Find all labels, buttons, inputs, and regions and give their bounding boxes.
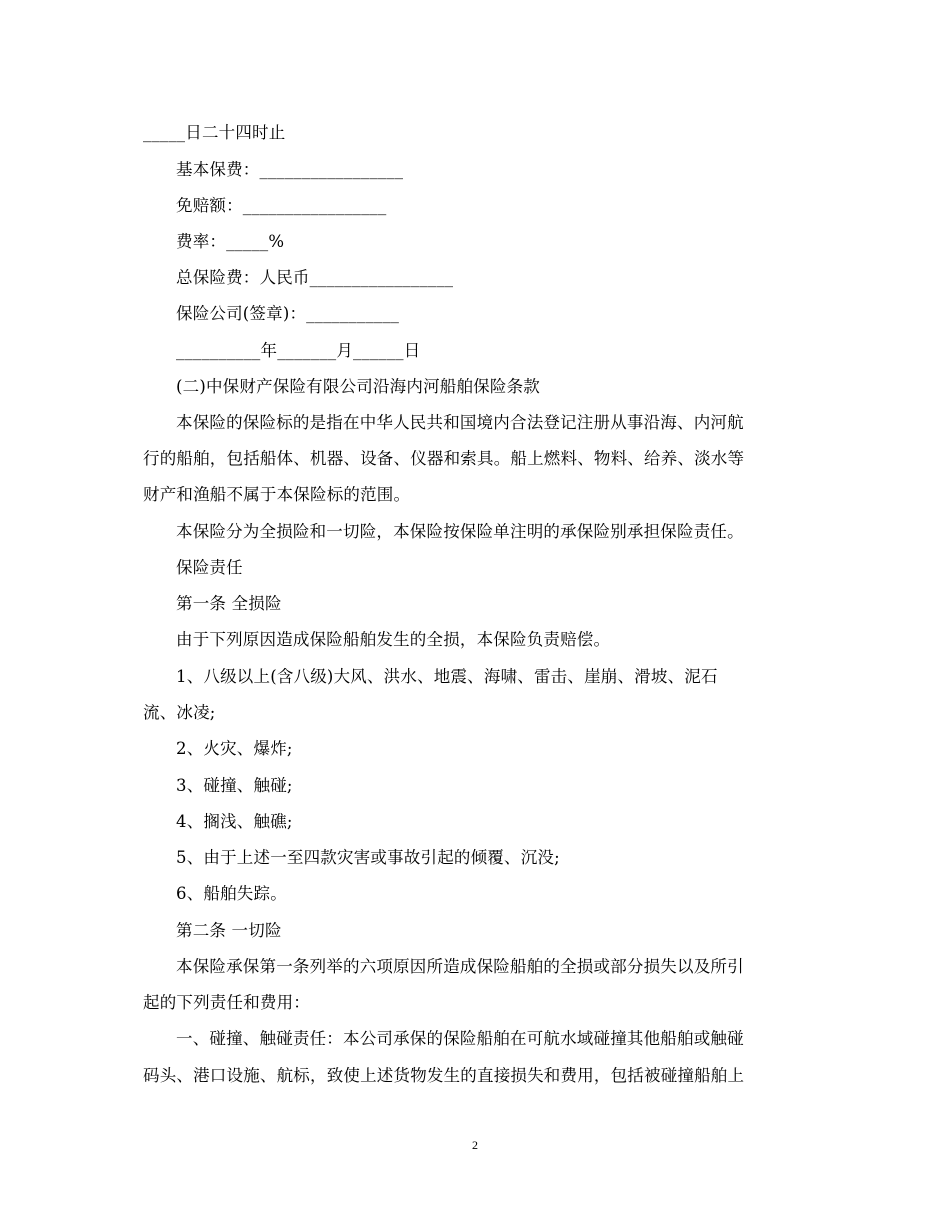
paragraph-line: 行的船舶，包括船体、机器、设备、仪器和索具。船上燃料、物料、给养、淡水等 (143, 449, 745, 468)
paragraph-line: 本保险的保险标的是指在中华人民共和国境内合法登记注册从事沿海、内河航 (176, 413, 744, 432)
paragraph-line: 一、碰撞、触碰责任：本公司承保的保险船舶在可航水域碰撞其他船舶或触碰 (176, 1029, 744, 1048)
text-line: 总保险费：人民币_________________ (176, 268, 454, 287)
section-heading: (二)中保财产保险有限公司沿海内河船舶保险条款 (176, 377, 540, 396)
list-item: 1、八级以上(含八级)大风、洪水、地震、海啸、雷击、崖崩、滑坡、泥石 (176, 667, 718, 686)
paragraph-line: 财产和渔船不属于本保险标的范围。 (143, 485, 411, 504)
list-item: 2、火灾、爆炸; (176, 739, 293, 758)
text-line: _____日二十四时止 (143, 123, 286, 142)
list-item: 3、碰撞、触碰; (176, 776, 293, 795)
list-item-continuation: 流、冰凌; (143, 703, 216, 722)
paragraph-line: 本保险分为全损险和一切险，本保险按保险单注明的承保险别承担保险责任。 (176, 522, 744, 541)
paragraph-line: 码头、港口设施、航标，致使上述货物发生的直接损失和费用，包括被碰撞船舶上 (143, 1066, 745, 1085)
text-line: __________年_______月______日 (176, 341, 421, 360)
paragraph-line: 本保险承保第一条列举的六项原因所造成保险船舶的全损或部分损失以及所引 (176, 957, 744, 976)
text-line: 免赔额：_________________ (176, 196, 387, 215)
paragraph-line: 起的下列责任和费用： (143, 993, 310, 1012)
list-item: 4、搁浅、触礁; (176, 812, 293, 831)
text-line: 基本保费：_________________ (176, 160, 404, 179)
list-item: 5、由于上述一至四款灾害或事故引起的倾覆、沉没; (176, 848, 560, 867)
page-number: 2 (472, 1138, 478, 1152)
article-heading: 第一条 全损险 (176, 594, 282, 613)
text-line: 费率：_____% (176, 232, 285, 251)
text-line: 保险公司(签章)：___________ (176, 304, 400, 323)
article-heading: 第二条 一切险 (176, 921, 282, 940)
section-heading: 保险责任 (176, 558, 243, 577)
paragraph-line: 由于下列原因造成保险船舶发生的全损，本保险负责赔偿。 (176, 630, 611, 649)
list-item: 6、船舶失踪。 (176, 884, 287, 903)
